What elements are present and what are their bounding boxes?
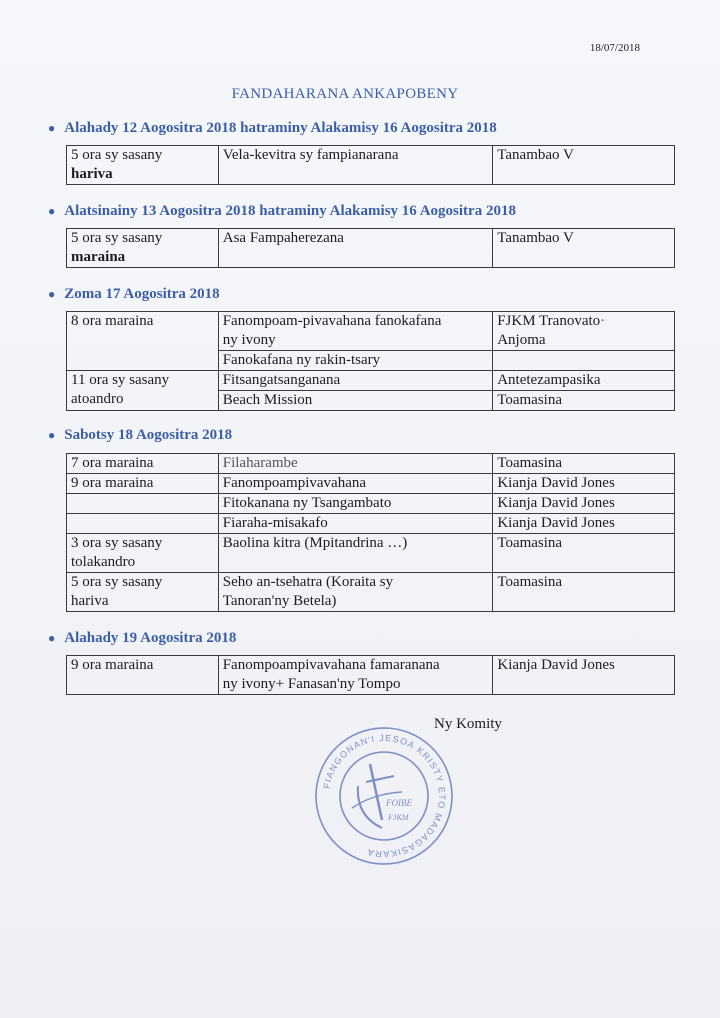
place-cell: Toamasina <box>493 573 675 612</box>
section-heading-4: ● Sabotsy 18 Aogositra 2018 <box>48 427 233 443</box>
document-title: FANDAHARANA ANKAPOBENY <box>231 86 459 102</box>
time-cell: 5 ora sy sasany hariva <box>67 146 219 185</box>
place-cell: Toamasina <box>493 454 675 474</box>
time-cell <box>67 494 219 514</box>
place-cell: Kianja David Jones <box>493 474 675 494</box>
table-row <box>67 534 675 573</box>
time-cell: 9 ora maraina <box>67 474 219 494</box>
place-cell: Toamasina <box>493 391 675 411</box>
activity-cell: Fanokafana ny rakin-tsary <box>218 351 493 371</box>
table-row <box>67 312 675 351</box>
table-row <box>67 371 675 391</box>
place-cell: Kianja David Jones <box>493 514 675 534</box>
section-heading-3: ● Zoma 17 Aogositra 2018 <box>48 286 220 302</box>
schedule-table-4 <box>66 453 675 612</box>
document-date: 18/07/2018 <box>589 42 640 54</box>
table-row <box>67 656 675 695</box>
activity-cell: Asa Fampaherezana <box>218 229 493 268</box>
section-heading-5: ● Alahady 19 Aogositra 2018 <box>48 630 237 646</box>
place-cell: Tanambao V <box>493 146 675 185</box>
section-heading-1: ● Alahady 12 Aogositra 2018 hatraminy Alakamisy 16 Aogositra 2018 <box>48 120 497 136</box>
official-stamp <box>312 724 456 868</box>
table-row <box>67 454 675 474</box>
activity-cell: Fanompoampivavahana <box>218 474 493 494</box>
svg-text:FOIBE: FOIBE <box>386 798 412 808</box>
bullet-icon: ● <box>48 121 56 135</box>
table-row <box>67 474 675 494</box>
bullet-icon: ● <box>48 631 56 645</box>
table-row <box>67 514 675 534</box>
table-row <box>67 494 675 514</box>
table-row <box>67 573 675 612</box>
place-cell: Kianja David Jones <box>493 494 675 514</box>
place-cell: Tanambao V <box>493 229 675 268</box>
bullet-icon: ● <box>48 204 56 218</box>
activity-cell: Vela-kevitra sy fampianarana <box>218 146 493 185</box>
time-cell: 3 ora sy sasany tolakandro <box>67 534 219 573</box>
time-cell: 5 ora sy sasany hariva <box>67 573 219 612</box>
svg-text:FJKM: FJKM <box>388 813 409 822</box>
time-cell <box>67 514 219 534</box>
activity-cell: Filaharambe <box>218 454 493 474</box>
time-cell: 8 ora maraina <box>67 312 219 371</box>
activity-cell: Fitsangatsanganana <box>218 371 493 391</box>
schedule-table-2 <box>66 228 675 268</box>
activity-cell: Seho an-tsehatra (Koraita sy Tanoran'ny Betela) <box>218 573 493 612</box>
bullet-icon: ● <box>48 428 56 442</box>
activity-cell: Fitokanana ny Tsangambato <box>218 494 493 514</box>
activity-cell: Beach Mission <box>218 391 493 411</box>
table-row <box>67 229 675 268</box>
table-row <box>67 146 675 185</box>
place-cell: FJKM Tranovato· Anjoma <box>493 312 675 351</box>
place-cell: Antetezampasika <box>493 371 675 391</box>
activity-cell: Fanompoam-pivavahana fanokafana ny ivony <box>218 312 493 351</box>
section-heading-2: ● Alatsinainy 13 Aogositra 2018 hatraminy Alakamisy 16 Aogositra 2018 <box>48 203 516 219</box>
place-cell: Kianja David Jones <box>493 656 675 695</box>
activity-cell: Fanompoampivavahana famaranana ny ivony+ Fanasan'ny Tompo <box>218 656 493 695</box>
activity-cell: Fiaraha-misakafo <box>218 514 493 534</box>
time-cell: 5 ora sy sasany maraina <box>67 229 219 268</box>
bullet-icon: ● <box>48 287 56 301</box>
time-cell: 11 ora sy sasany atoandro <box>67 371 219 411</box>
place-cell: Toamasina <box>493 534 675 573</box>
schedule-table-5 <box>66 655 675 695</box>
activity-cell: Baolina kitra (Mpitandrina …) <box>218 534 493 573</box>
time-cell: 9 ora maraina <box>67 656 219 695</box>
place-cell <box>493 351 675 371</box>
time-cell: 7 ora maraina <box>67 454 219 474</box>
schedule-table-1 <box>66 145 675 185</box>
svg-text:FIANGONAN'I JESOA KRISTY ETO M: FIANGONAN'I JESOA KRISTY ETO MADAGASIKARA <box>321 732 448 860</box>
schedule-table-3 <box>66 311 675 411</box>
signoff: Ny Komity <box>434 716 502 732</box>
